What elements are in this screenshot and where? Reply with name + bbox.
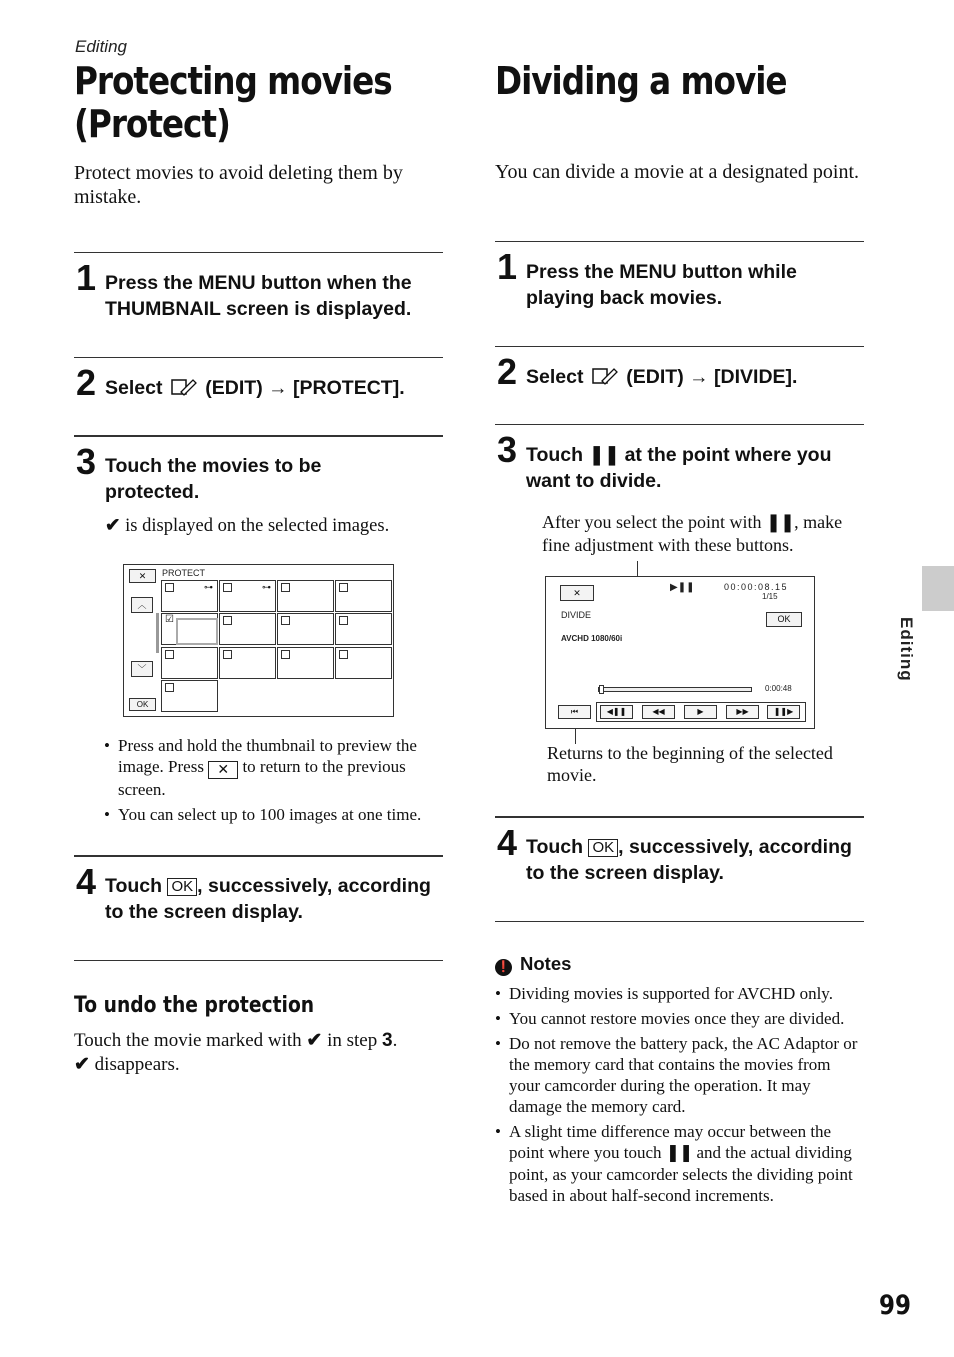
thumbnail[interactable]: [277, 613, 334, 645]
list-item: • Press and hold the thumbnail to preview the image. Press ✕ to return to the previous screen.: [104, 735, 446, 800]
protect-intro: Protect movies to avoid deleting them by mistake.: [74, 162, 403, 208]
close-icon: ✕: [208, 761, 238, 779]
thumbnail-selected[interactable]: [161, 613, 218, 645]
divider: [495, 241, 864, 242]
timecode: 00:00:08.15: [724, 582, 789, 592]
step-number: 4: [497, 822, 518, 863]
divider: [495, 816, 864, 818]
format-label: AVCHD 1080/60i: [561, 634, 623, 643]
divider: [74, 960, 443, 961]
control-bar: [558, 705, 804, 719]
step-3-text: Touch ❚❚ at the point where you want to divide.: [526, 443, 832, 492]
list-item: • Dividing movies is supported for AVCHD only.: [495, 983, 865, 1004]
page-number: 99: [879, 1290, 911, 1321]
ok-icon: OK: [167, 878, 197, 896]
play-pause-icon: ▶❚❚: [670, 582, 695, 593]
edit-icon: [592, 367, 618, 385]
list-item: • A slight time difference may occur between the point where you touch ❚❚ and the actual dividing point, as your camcorder selects the dividing point based in about half-second increments.: [495, 1121, 865, 1206]
protect-screen: [123, 564, 394, 717]
thumbnail[interactable]: [219, 580, 276, 612]
check-icon: ✔: [306, 1030, 323, 1051]
step-number: 2: [497, 351, 518, 392]
thumbnail[interactable]: [335, 647, 392, 679]
undo-body: Touch the movie marked with ✔ in step 3. ✔ disappears.: [74, 1030, 398, 1075]
step-number: 1: [497, 246, 518, 287]
step-2-text: Select (EDIT) → [DIVIDE].: [526, 366, 798, 388]
edit-icon: [171, 378, 197, 396]
list-item: • You can select up to 100 images at one time.: [104, 804, 446, 825]
divider: [74, 855, 443, 857]
check-icon: ✔: [105, 514, 121, 535]
close-button[interactable]: ✕: [129, 569, 156, 583]
fast-forward-button[interactable]: ▶▶: [726, 705, 759, 719]
page-title-protect: [74, 60, 392, 146]
step-3-note: After you select the point with ❚❚, make fine adjustment with these buttons.: [542, 512, 843, 555]
step-number: 2: [76, 362, 97, 403]
step-3-note: [105, 514, 389, 537]
rewind-button[interactable]: ◀◀: [642, 705, 675, 719]
notes-heading: ❗ Notes: [496, 953, 572, 974]
divider: [74, 435, 443, 437]
thumbnail[interactable]: [161, 580, 218, 612]
pause-icon: ❚❚: [588, 443, 620, 466]
undo-heading: To undo the protection: [74, 993, 315, 1018]
step-3-note-text: is displayed on the selected images.: [125, 516, 390, 536]
title-line-1: Protecting movies: [74, 59, 392, 103]
thumbnail[interactable]: [161, 647, 218, 679]
side-tab: [922, 566, 954, 611]
step-number: 3: [497, 429, 518, 470]
list-item: • You cannot restore movies once they are divided.: [495, 1008, 865, 1029]
key-icon: ⊶: [262, 582, 271, 592]
divide-screen: [545, 576, 815, 729]
progress-handle[interactable]: [599, 685, 604, 694]
step-2-pre: Select: [105, 377, 163, 399]
thumbnail[interactable]: [219, 613, 276, 645]
step-1-text: Press the MENU button while playing back movies.: [526, 261, 797, 309]
mode-label: DIVIDE: [561, 610, 592, 620]
ok-button[interactable]: OK: [129, 698, 156, 711]
step-2-post: (EDIT) → [PROTECT].: [205, 377, 405, 399]
play-button[interactable]: ▶: [684, 705, 717, 719]
thumbnail[interactable]: [161, 680, 218, 712]
step-number: 4: [76, 861, 97, 902]
divider: [495, 424, 864, 425]
thumbnail[interactable]: [335, 613, 392, 645]
list-item: • Do not remove the battery pack, the AC Adaptor or the memory card that contains the movies from your camcorder during the operation. It may damage the memory card.: [495, 1033, 865, 1117]
title-line-2: (Protect): [74, 102, 230, 146]
scroll-down-button[interactable]: ﹀: [131, 661, 153, 677]
divide-intro: You can divide a movie at a designated point.: [495, 161, 860, 183]
side-tab-label: Editing: [897, 617, 916, 682]
check-icon: ✔: [74, 1054, 90, 1075]
checked-box-icon: ☑: [165, 614, 174, 625]
duration: 0:00:48: [765, 684, 792, 693]
thumbnail[interactable]: [277, 647, 334, 679]
notes-list: [495, 983, 865, 1210]
step-4-text: Touch OK , successively, according to the screen display.: [105, 875, 431, 923]
screen-title: PROTECT: [162, 568, 206, 578]
protect-bullets: [104, 735, 446, 829]
key-icon: ⊶: [204, 582, 213, 592]
step-forward-button[interactable]: ❚❚▶: [767, 705, 800, 719]
close-button[interactable]: ✕: [560, 585, 594, 601]
ok-icon: OK: [588, 839, 618, 857]
callout-text: Returns to the beginning of the selected movie.: [547, 743, 833, 785]
scrollbar[interactable]: [156, 613, 159, 653]
counter: 1/15: [762, 592, 778, 601]
skip-to-start-button[interactable]: ⏮: [558, 705, 591, 719]
step-number: 3: [76, 441, 97, 482]
thumbnail[interactable]: [219, 647, 276, 679]
divider: [495, 346, 864, 347]
pause-icon: ❚❚: [765, 512, 795, 533]
step-back-button[interactable]: ◀❚❚: [600, 705, 633, 719]
pause-icon: ❚❚: [665, 1143, 693, 1163]
scroll-up-button[interactable]: ︿: [131, 597, 153, 613]
divider: [74, 357, 443, 358]
notes-icon: ❗: [495, 959, 512, 976]
step-2-text: [105, 375, 445, 401]
step-number: 1: [76, 257, 97, 298]
divider: [74, 252, 443, 253]
thumbnail[interactable]: [335, 580, 392, 612]
step-4-text: Touch OK , successively, according to the screen display.: [526, 836, 852, 884]
step-3-text: Touch the movies to be protected.: [105, 455, 322, 503]
thumbnail[interactable]: [277, 580, 334, 612]
ok-button[interactable]: OK: [766, 612, 802, 627]
step-1-text: Press the MENU button when the THUMBNAIL screen is displayed.: [105, 272, 412, 320]
progress-bar[interactable]: [598, 687, 752, 692]
section-tag: Editing: [75, 37, 127, 56]
divider: [495, 921, 864, 922]
page-title-divide: Dividing a movie: [495, 59, 787, 103]
